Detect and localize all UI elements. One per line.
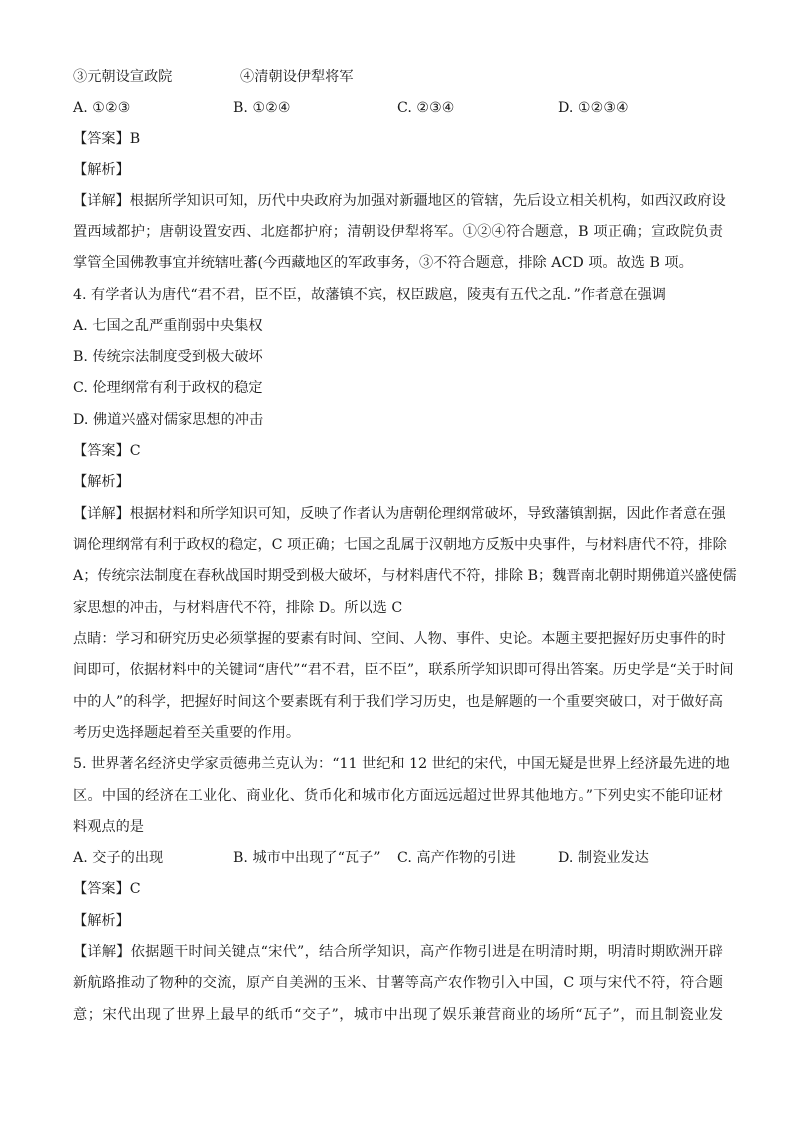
q5-stem-line: 区。中国的经济在工业化、商业化、货币化和城市化方面远远超过世界其他地方。”下列史实不能印证材 [73, 788, 723, 804]
q4-option-c: C. 伦理纲常有利于政权的稳定 [73, 380, 263, 396]
q4-option-d: D. 佛道兴盛对儒家思想的冲击 [73, 412, 264, 428]
q4-tip-line: 间即可，依据材料中的关键词“唐代”“君不君，臣不臣”，联系所学知识即可得出答案。历史学是“关于时间 [73, 662, 734, 678]
q5-option-b: B. 城市中出现了“瓦子” [233, 850, 381, 866]
q5-stem-line: 料观点的是 [73, 819, 144, 835]
q5-detail-line: 【详解】依据题干时间关键点“宋代”，结合所学知识，高产作物引进是在明清时期，明清时期欧洲开辟 [73, 944, 723, 960]
q3-detail-line: 掌管全国佛教事宜并统辖吐蕃(今西藏地区的军政事务，③不符合题意，排除 ACD 项。故选 B 项。 [73, 255, 693, 271]
q3-detail-line: 【详解】根据所学知识可知，历代中央政府为加强对新疆地区的管辖，先后设立相关机构，如西汉政府设 [73, 193, 726, 209]
q4-option-b: B. 传统宗法制度受到极大破坏 [73, 349, 263, 365]
q5-option-d: D. 制瓷业发达 [558, 850, 649, 866]
q5-detail-line: 意；宋代出现了世界上最早的纸币“交子”，城市中出现了娱乐兼营商业的场所“瓦子”，而且制瓷业发 [73, 1007, 723, 1023]
q4-stem: 4. 有学者认为唐代“君不君，臣不臣，故藩镇不宾，权臣跋扈，陵夷有五代之乱．”作者意在强调 [73, 287, 666, 303]
q3-detail-line: 置西域都护；唐朝设置安西、北庭都护府；清朝设伊犁将军。①②④符合题意，B 项正确；宣政院负责 [73, 224, 723, 240]
q5-answer: 【答案】C [73, 881, 141, 897]
q5-option-c: C. 高产作物的引进 [397, 850, 516, 866]
q4-answer: 【答案】C [73, 443, 141, 459]
q3-analysis-heading: 【解析】 [73, 162, 130, 178]
q4-tip-line: 点睛：学习和研究历史必须掌握的要素有时间、空间、人物、事件、史论。本题主要把握好历史事件的时 [73, 631, 726, 647]
q3-option-b: B. ①②④ [233, 100, 291, 116]
q5-option-a: A. 交子的出现 [73, 850, 164, 866]
q3-answer: 【答案】B [73, 131, 141, 147]
q3-item-3: ③元朝设宣政院 [73, 69, 173, 85]
q4-detail-line: 调伦理纲常有利于政权的稳定，C 项正确；七国之乱属于汉朝地方反叛中央事件，与材料唐代不符，排除 [73, 537, 727, 553]
q4-analysis-heading: 【解析】 [73, 474, 130, 490]
q3-option-d: D. ①②③④ [558, 100, 629, 116]
q5-analysis-heading: 【解析】 [73, 913, 130, 929]
q3-item-4: ④清朝设伊犁将军 [240, 69, 354, 85]
q4-option-a: A. 七国之乱严重削弱中央集权 [73, 318, 263, 334]
q4-tip-line: 考历史选择题起着至关重要的作用。 [73, 725, 301, 741]
q4-detail-line: 【详解】根据材料和所学知识可知，反映了作者认为唐朝伦理纲常破坏，导致藩镇割据，因此作者意在强 [73, 506, 726, 522]
q4-tip-line: 中的人”的科学，把握好时间这个要素既有利于我们学习历史，也是解题的一个重要突破口，对于做好高 [73, 694, 723, 710]
q4-detail-line: 家思想的冲击，与材料唐代不符，排除 D。所以选 C [73, 600, 403, 616]
q4-detail-line: A；传统宗法制度在春秋战国时期受到极大破坏，与材料唐代不符，排除 B；魏晋南北朝时期佛道兴盛使儒 [73, 568, 737, 584]
q5-detail-line: 新航路推动了物种的交流，原产自美洲的玉米、甘薯等高产农作物引入中国，C 项与宋代不符，符合题 [73, 975, 723, 991]
q3-option-c: C. ②③④ [397, 100, 455, 116]
q5-stem-line: 5. 世界著名经济史学家贡德弗兰克认为：“11 世纪和 12 世纪的宋代，中国无疑是世界上经济最先进的地 [73, 756, 730, 772]
q3-option-a: A. ①②③ [73, 100, 131, 116]
